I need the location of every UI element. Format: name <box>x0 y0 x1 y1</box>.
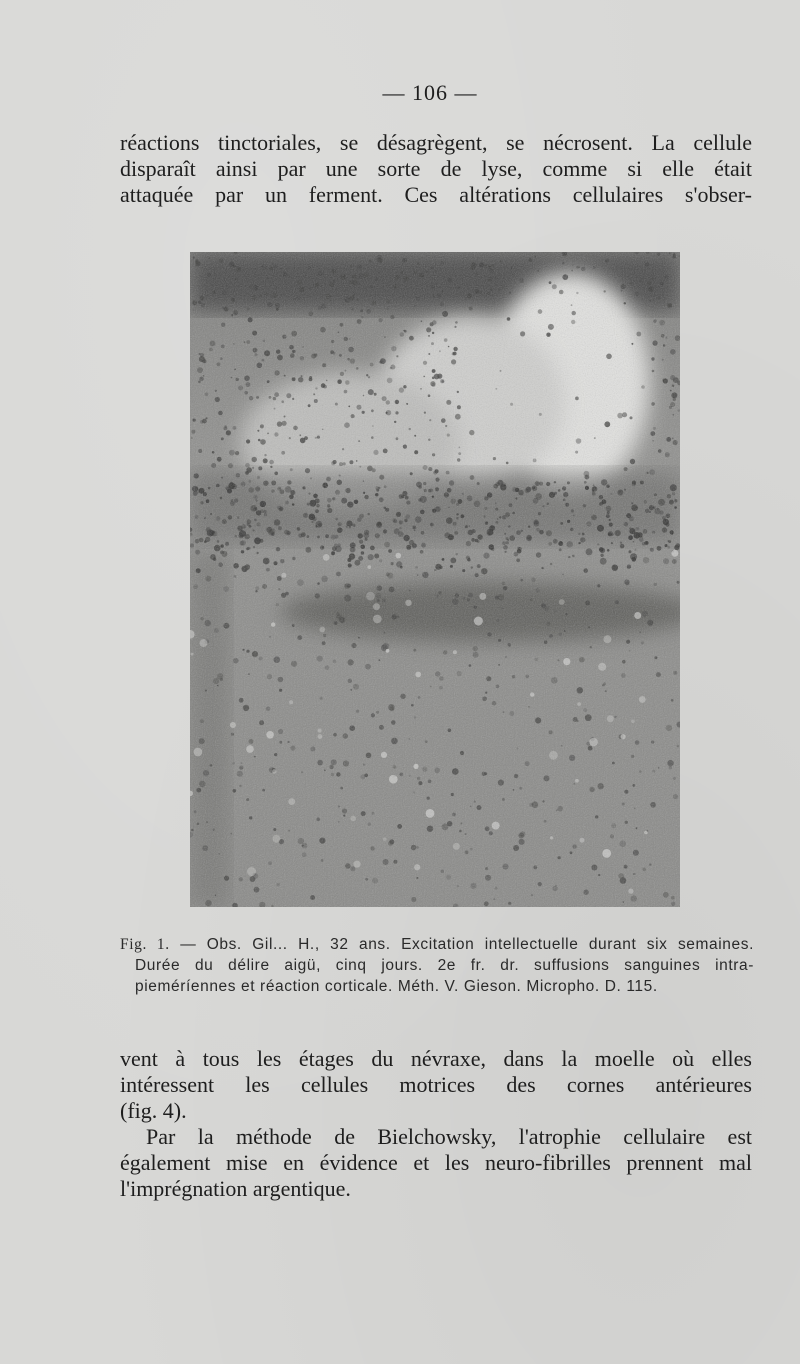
text-line: vent à tous les étages du névraxe, dans la moelle où elles <box>120 1046 752 1071</box>
caption-text: — Obs. Gil... H., 32 ans. Excitation intellectuelle durant six semaines. <box>180 936 754 953</box>
top-paragraph <box>120 130 752 208</box>
text-line: également mise en évidence et les neuro-fibrilles prennent mal <box>120 1150 752 1175</box>
caption-line: Durée du délire aigü, cinq jours. 2e fr. dr. suffusions sanguines intra- <box>135 957 754 974</box>
caption-line <box>120 934 754 955</box>
figure-label: Fig. 1. <box>120 936 170 953</box>
micrograph-figure <box>190 252 680 907</box>
text-line: Par la méthode de Bielchowsky, l'atrophie cellulaire est <box>146 1124 752 1149</box>
micrograph-image <box>190 252 680 907</box>
text-line: intéressent les cellules motrices des cornes antérieures <box>120 1072 752 1097</box>
bottom-paragraph <box>120 1046 752 1202</box>
caption-line: pieméríennes et réaction corticale. Méth. V. Gieson. Micropho. D. 115. <box>135 978 658 995</box>
text-line: réactions tinctoriales, se désagrègent, se nécrosent. La cellule <box>120 130 752 155</box>
text-line: disparaît ainsi par une sorte de lyse, comme si elle était <box>120 156 752 181</box>
figure-caption <box>120 934 754 997</box>
text-line: attaquée par un ferment. Ces altérations cellulaires s'obser- <box>120 182 752 207</box>
page-number: — 106 — <box>382 80 478 105</box>
text-line: (fig. 4). <box>120 1098 187 1123</box>
text-line: l'imprégnation argentique. <box>120 1176 351 1201</box>
